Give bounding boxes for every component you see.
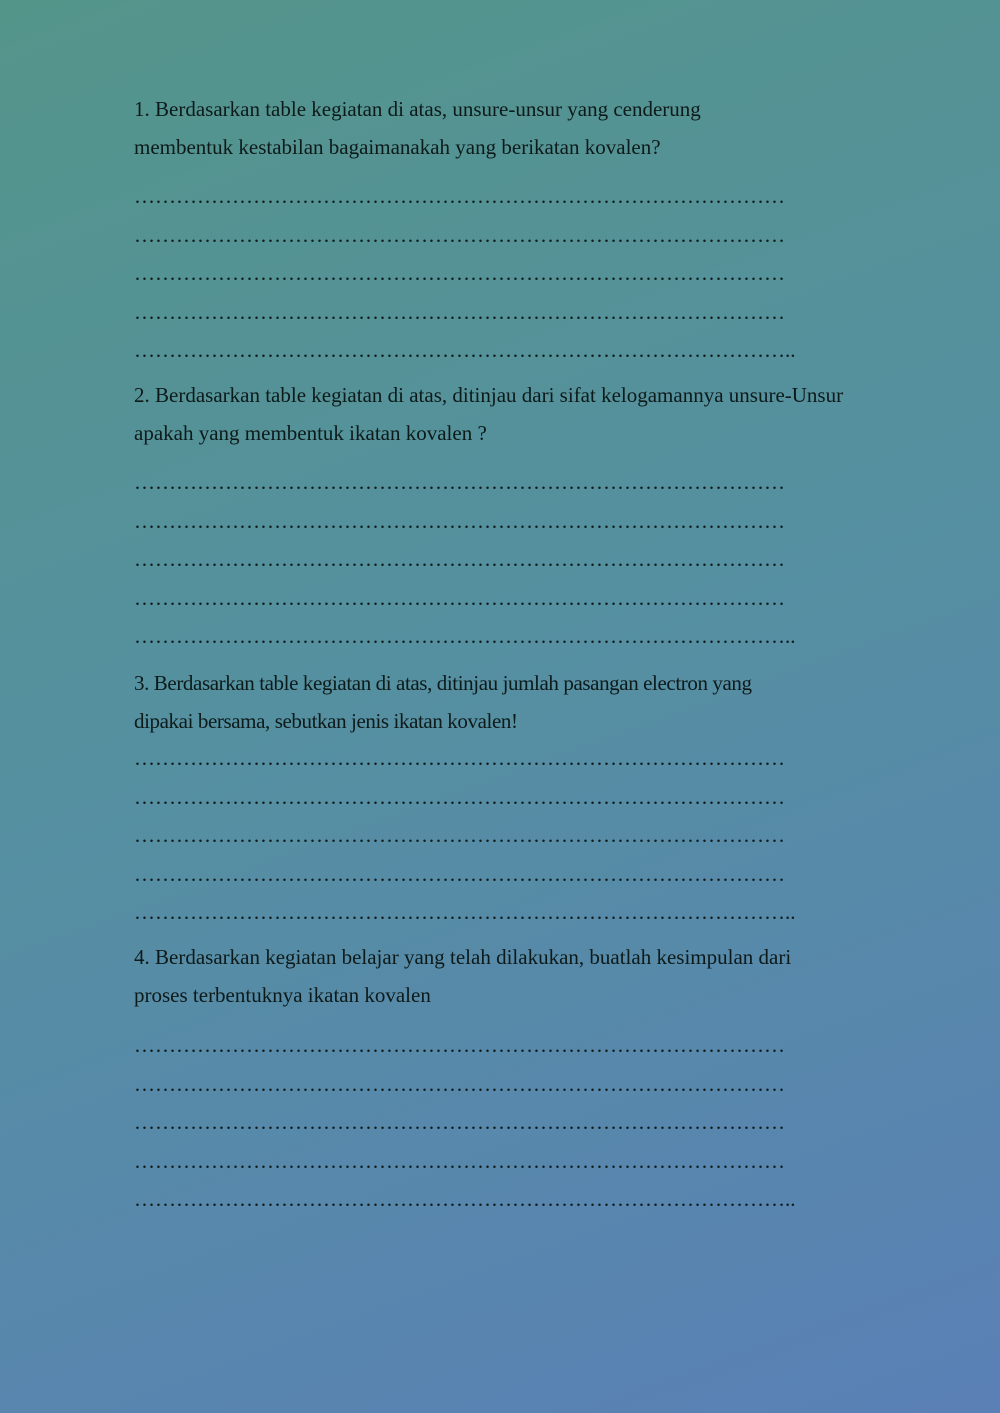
answer-line[interactable]: ………………………………………………………………………………….. [134,338,796,362]
question-1-line-1: 1. Berdasarkan table kegiatan di atas, unsure-unsur yang cenderung [134,97,701,121]
answer-line[interactable]: ………………………………………………………………………………… [134,299,785,324]
question-2-line-2: apakah yang membentuk ikatan kovalen ? [134,421,487,445]
answer-area-1[interactable] [134,177,796,370]
answer-line[interactable]: ………………………………………………………………………………… [134,1033,785,1057]
answer-line[interactable]: ………………………………………………………………………………… [134,823,785,847]
question-2 [134,376,894,452]
answer-area-4[interactable] [134,1026,796,1219]
answer-area-3[interactable] [134,739,796,932]
question-4-line-2: proses terbentuknya ikatan kovalen [134,983,431,1007]
answer-line[interactable]: ………………………………………………………………………………… [134,746,785,770]
answer-line[interactable]: ………………………………………………………………………………… [134,1110,785,1134]
answer-line[interactable]: ………………………………………………………………………………….. [134,624,796,648]
question-3-line-2: dipakai bersama, sebutkan jenis ikatan kovalen! [134,709,518,733]
answer-line[interactable]: ………………………………………………………………………………… [134,184,785,208]
answer-line[interactable]: ………………………………………………………………………………… [134,585,785,610]
answer-line[interactable]: ………………………………………………………………………………… [134,1071,785,1096]
question-2-line-1: 2. Berdasarkan table kegiatan di atas, ditinjau dari sifat kelogamannya unsure-Unsur [134,383,844,407]
answer-line[interactable]: ………………………………………………………………………………… [134,222,785,247]
answer-line[interactable]: ………………………………………………………………………………… [134,861,785,886]
question-3 [134,664,894,740]
question-2-text [134,376,894,452]
question-1-text [134,90,894,166]
answer-line[interactable]: ………………………………………………………………………………… [134,547,785,571]
question-1-line-2: membentuk kestabilan bagaimanakah yang berikatan kovalen? [134,135,661,159]
answer-line[interactable]: ………………………………………………………………………………… [134,1148,785,1173]
answer-line[interactable]: ………………………………………………………………………………… [134,470,785,494]
question-4-line-1: 4. Berdasarkan kegiatan belajar yang telah dilakukan, buatlah kesimpulan dari [134,945,792,969]
question-3-text [134,664,894,740]
answer-line[interactable]: ………………………………………………………………………………… [134,784,785,809]
answer-line[interactable]: ………………………………………………………………………………… [134,261,785,285]
question-4-text [134,938,894,1014]
answer-area-2[interactable] [134,463,796,656]
answer-line[interactable]: ………………………………………………………………………………….. [134,900,796,924]
answer-line[interactable]: ………………………………………………………………………………….. [134,1187,796,1211]
question-4 [134,938,894,1014]
answer-line[interactable]: ………………………………………………………………………………… [134,508,785,533]
question-3-line-1: 3. Berdasarkan table kegiatan di atas, ditinjau jumlah pasangan electron yang [134,671,752,695]
question-1 [134,90,894,166]
